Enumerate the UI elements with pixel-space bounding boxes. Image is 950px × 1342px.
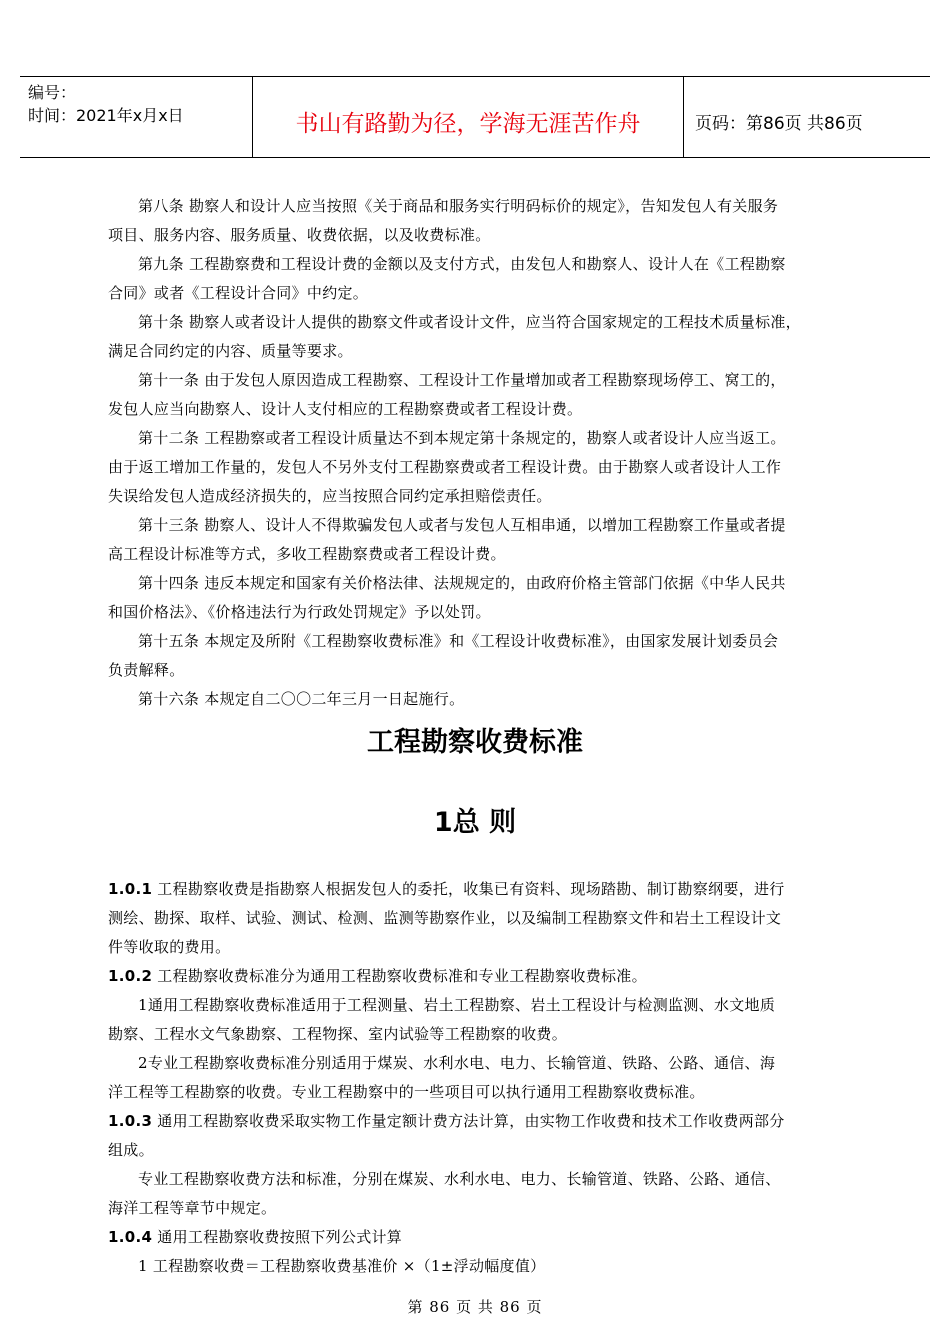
article-line: 第十六条 本规定自二〇〇二年三月一日起施行。 [138, 690, 465, 708]
clause-item-line: 洋工程等工程勘察的收费。专业工程勘察中的一些项目可以执行通用工程勘察收费标准。 [108, 1083, 705, 1101]
header-page-info: 页码：第86页 共86页 [695, 114, 863, 134]
clause-line: 件等收取的费用。 [108, 938, 231, 956]
section-title: 1总 则 [433, 807, 517, 838]
clause-number: 1.0.3 [108, 1112, 153, 1130]
article-line: 负责解释。 [108, 661, 185, 679]
clause-1-0-4 [108, 1226, 402, 1248]
article-line: 第十四条 违反本规定和国家有关价格法律、法规规定的，由政府价格主管部门依据《中华人民共 [138, 574, 786, 592]
clause-1-0-3 [108, 1110, 785, 1132]
article-line: 高工程设计标准等方式，多收工程勘察费或者工程设计费。 [108, 545, 506, 563]
document-number-label: 编号： [28, 83, 77, 102]
formula-line: 1 工程勘察收费＝工程勘察收费基准价 ×（1±浮动幅度值） [138, 1257, 546, 1275]
article-line: 合同》或者《工程设计合同》中约定。 [108, 284, 369, 302]
article-line: 发包人应当向勘察人、设计人支付相应的工程勘察费或者工程设计费。 [108, 400, 583, 418]
page-header [20, 76, 930, 158]
clause-number: 1.0.2 [108, 967, 153, 985]
clause-text: 通用工程勘察收费按照下列公式计算 [157, 1228, 403, 1246]
article-line: 和国价格法》、《价格违法行为行政处罚规定》予以处罚。 [108, 603, 491, 621]
page-footer: 第 86 页 共 86 页 [407, 1298, 543, 1316]
clause-line: 海洋工程等章节中规定。 [108, 1199, 277, 1217]
article-line: 满足合同约定的内容、质量等要求。 [108, 342, 353, 360]
header-motto: 书山有路勤为径，学海无涯苦作舟 [295, 111, 641, 137]
article-line: 由于返工增加工作量的，发包人不另外支付工程勘察费或者工程设计费。由于勘察人或者设计人工作 [108, 458, 782, 476]
clause-number: 1.0.1 [108, 880, 153, 898]
document-title: 工程勘察收费标准 [367, 727, 583, 758]
clause-line: 测绘、勘探、取样、试验、测试、检测、监测等勘察作业，以及编制工程勘察文件和岩土工程设计文 [108, 909, 782, 927]
header-page-cell [683, 77, 930, 157]
clause-number: 1.0.4 [108, 1228, 153, 1246]
clause-1-0-2 [108, 965, 647, 987]
article-line: 项目、服务内容、服务质量、收费依据，以及收费标准。 [108, 226, 491, 244]
article-line: 第十条 勘察人或者设计人提供的勘察文件或者设计文件，应当符合国家规定的工程技术质量标准， [138, 313, 801, 331]
article-line: 第八条 勘察人和设计人应当按照《关于商品和服务实行明码标价的规定》，告知发包人有关服务 [138, 197, 779, 215]
clause-1-0-1 [108, 878, 785, 900]
article-line: 第九条 工程勘察费和工程设计费的金额以及支付方式，由发包人和勘察人、设计人在《工程勘察 [138, 255, 786, 273]
clause-text: 通用工程勘察收费采取实物工作量定额计费方法计算，由实物工作收费和技术工作收费两部分 [157, 1112, 785, 1130]
clause-item-line: 1通用工程勘察收费标准适用于工程测量、岩土工程勘察、岩土工程设计与检测监测、水文地质 [138, 996, 776, 1014]
article-line: 失误给发包人造成经济损失的，应当按照合同约定承担赔偿责任。 [108, 487, 552, 505]
clause-text: 工程勘察收费是指勘察人根据发包人的委托，收集已有资料、现场踏勘、制订勘察纲要，进行 [157, 880, 785, 898]
clause-line: 专业工程勘察收费方法和标准，分别在煤炭、水利水电、电力、长输管道、铁路、公路、通信、 [138, 1170, 781, 1188]
header-motto-cell [252, 77, 684, 157]
clause-text: 工程勘察收费标准分为通用工程勘察收费标准和专业工程勘察收费标准。 [157, 967, 647, 985]
article-line: 第十五条 本规定及所附《工程勘察收费标准》和《工程设计收费标准》，由国家发展计划委员会 [138, 632, 779, 650]
clause-item-line: 勘察、工程水文气象勘察、工程物探、室内试验等工程勘察的收费。 [108, 1025, 568, 1043]
header-meta-cell [20, 77, 252, 157]
document-time-label: 时间：2021年x月x日 [28, 106, 184, 125]
article-line: 第十二条 工程勘察或者工程设计质量达不到本规定第十条规定的，勘察人或者设计人应当返工。 [138, 429, 786, 447]
article-line: 第十一条 由于发包人原因造成工程勘察、工程设计工作量增加或者工程勘察现场停工、窝工的， [138, 371, 786, 389]
clause-line: 组成。 [108, 1141, 154, 1159]
article-line: 第十三条 勘察人、设计人不得欺骗发包人或者与发包人互相串通，以增加工程勘察工作量或者提 [138, 516, 786, 534]
clause-item-line: 2专业工程勘察收费标准分别适用于煤炭、水利水电、电力、长输管道、铁路、公路、通信、海 [138, 1054, 776, 1072]
